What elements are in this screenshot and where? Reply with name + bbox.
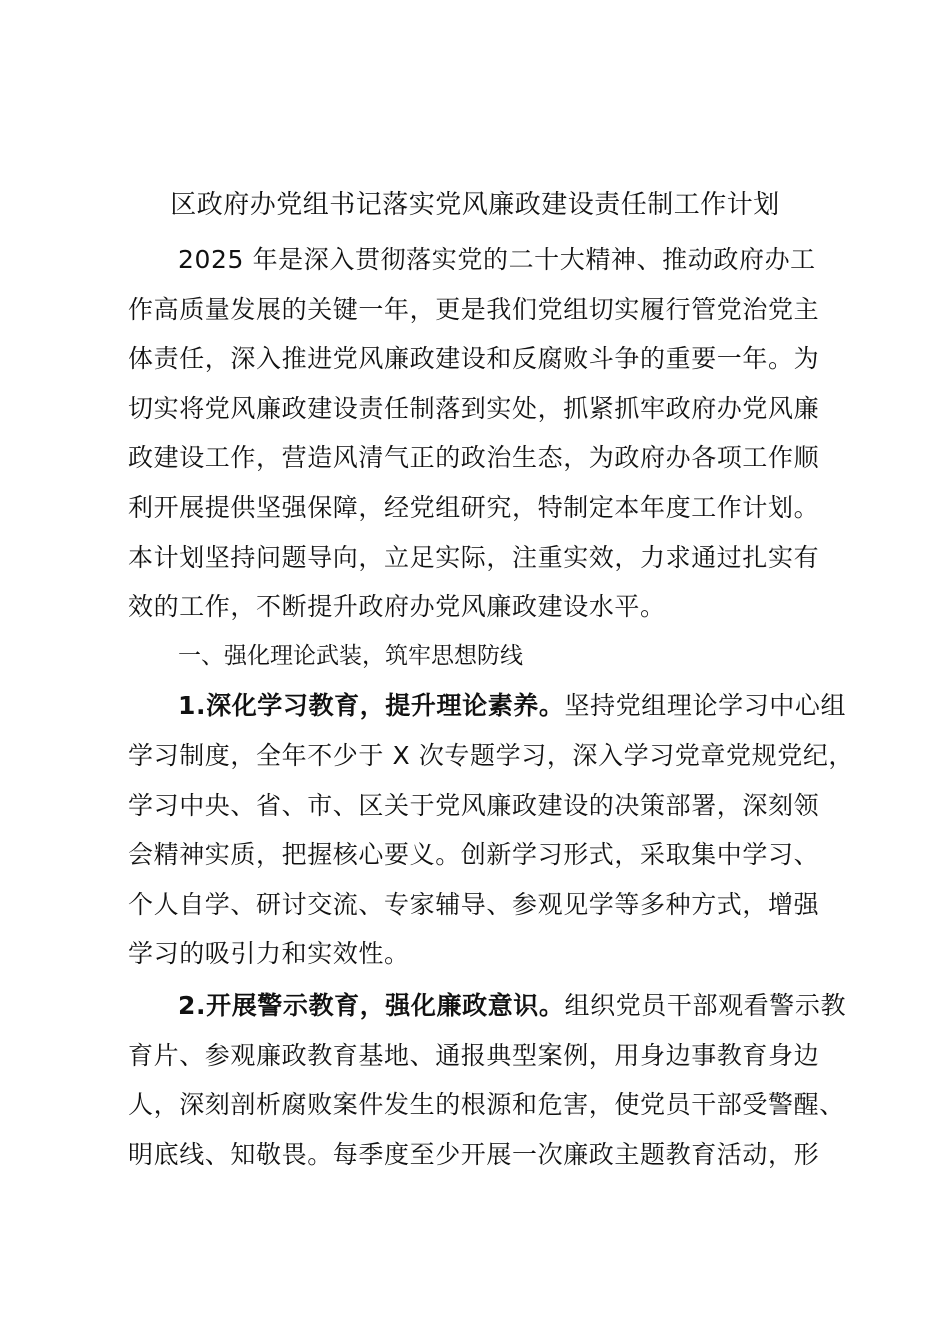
document-body xyxy=(128,235,858,1179)
item-2-first-line: 组织党员干部观看警示教 xyxy=(564,990,847,1020)
text-line xyxy=(128,681,858,731)
text-line: 本计划坚持问题导向，立足实际，注重实效，力求通过扎实有 xyxy=(128,542,820,572)
text-line: 效的工作，不断提升政府办党风廉政建设水平。 xyxy=(128,592,666,622)
text-line xyxy=(128,981,858,1031)
text-line: 学习中央、省、市、区关于党风廉政建设的决策部署，深刻领 xyxy=(128,790,820,820)
text-line: 利开展提供坚强保障，经党组研究，特制定本年度工作计划。 xyxy=(128,492,820,522)
item-1-lead: 1.深化学习教育，提升理论素养。 xyxy=(178,691,565,721)
item-2-lead: 2.开展警示教育，强化廉政意识。 xyxy=(178,990,565,1020)
text-line: 切实将党风廉政建设责任制落到实处，抓紧抓牢政府办党风廉 xyxy=(128,393,820,423)
item-2-paragraph xyxy=(128,981,858,1179)
text-line: 会精神实质，把握核心要义。创新学习形式，采取集中学习、 xyxy=(128,840,820,870)
text-line: 个人自学、研讨交流、专家辅导、参观见学等多种方式，增强 xyxy=(128,889,820,919)
text-line: 体责任，深入推进党风廉政建设和反腐败斗争的重要一年。为 xyxy=(128,344,820,374)
intro-paragraph xyxy=(128,235,858,632)
text-line: 明底线、知敬畏。每季度至少开展一次廉政主题教育活动，形 xyxy=(128,1139,820,1169)
document-title: 区政府办党组书记落实党风廉政建设责任制工作计划 xyxy=(170,190,780,220)
section-heading: 一、强化理论武装，筑牢思想防线 xyxy=(178,642,523,669)
text-line: 学习的吸引力和实效性。 xyxy=(128,939,410,969)
item-1-first-line: 坚持党组理论学习中心组 xyxy=(564,691,847,721)
text-line: 学习制度，全年不少于 X 次专题学习，深入学习党章党规党纪， xyxy=(128,740,855,770)
text-line: 人，深刻剖析腐败案件发生的根源和危害，使党员干部受警醒、 xyxy=(128,1090,845,1120)
text-line: 2025 年是深入贯彻落实党的二十大精神、推动政府办工 xyxy=(178,245,816,274)
text-line: 作高质量发展的关键一年，更是我们党组切实履行管党治党主 xyxy=(128,294,820,324)
item-1-paragraph xyxy=(128,681,858,979)
text-line: 政建设工作，营造风清气正的政治生态，为政府办各项工作顺 xyxy=(128,443,820,473)
text-line: 育片、参观廉政教育基地、通报典型案例，用身边事教育身边 xyxy=(128,1040,820,1070)
